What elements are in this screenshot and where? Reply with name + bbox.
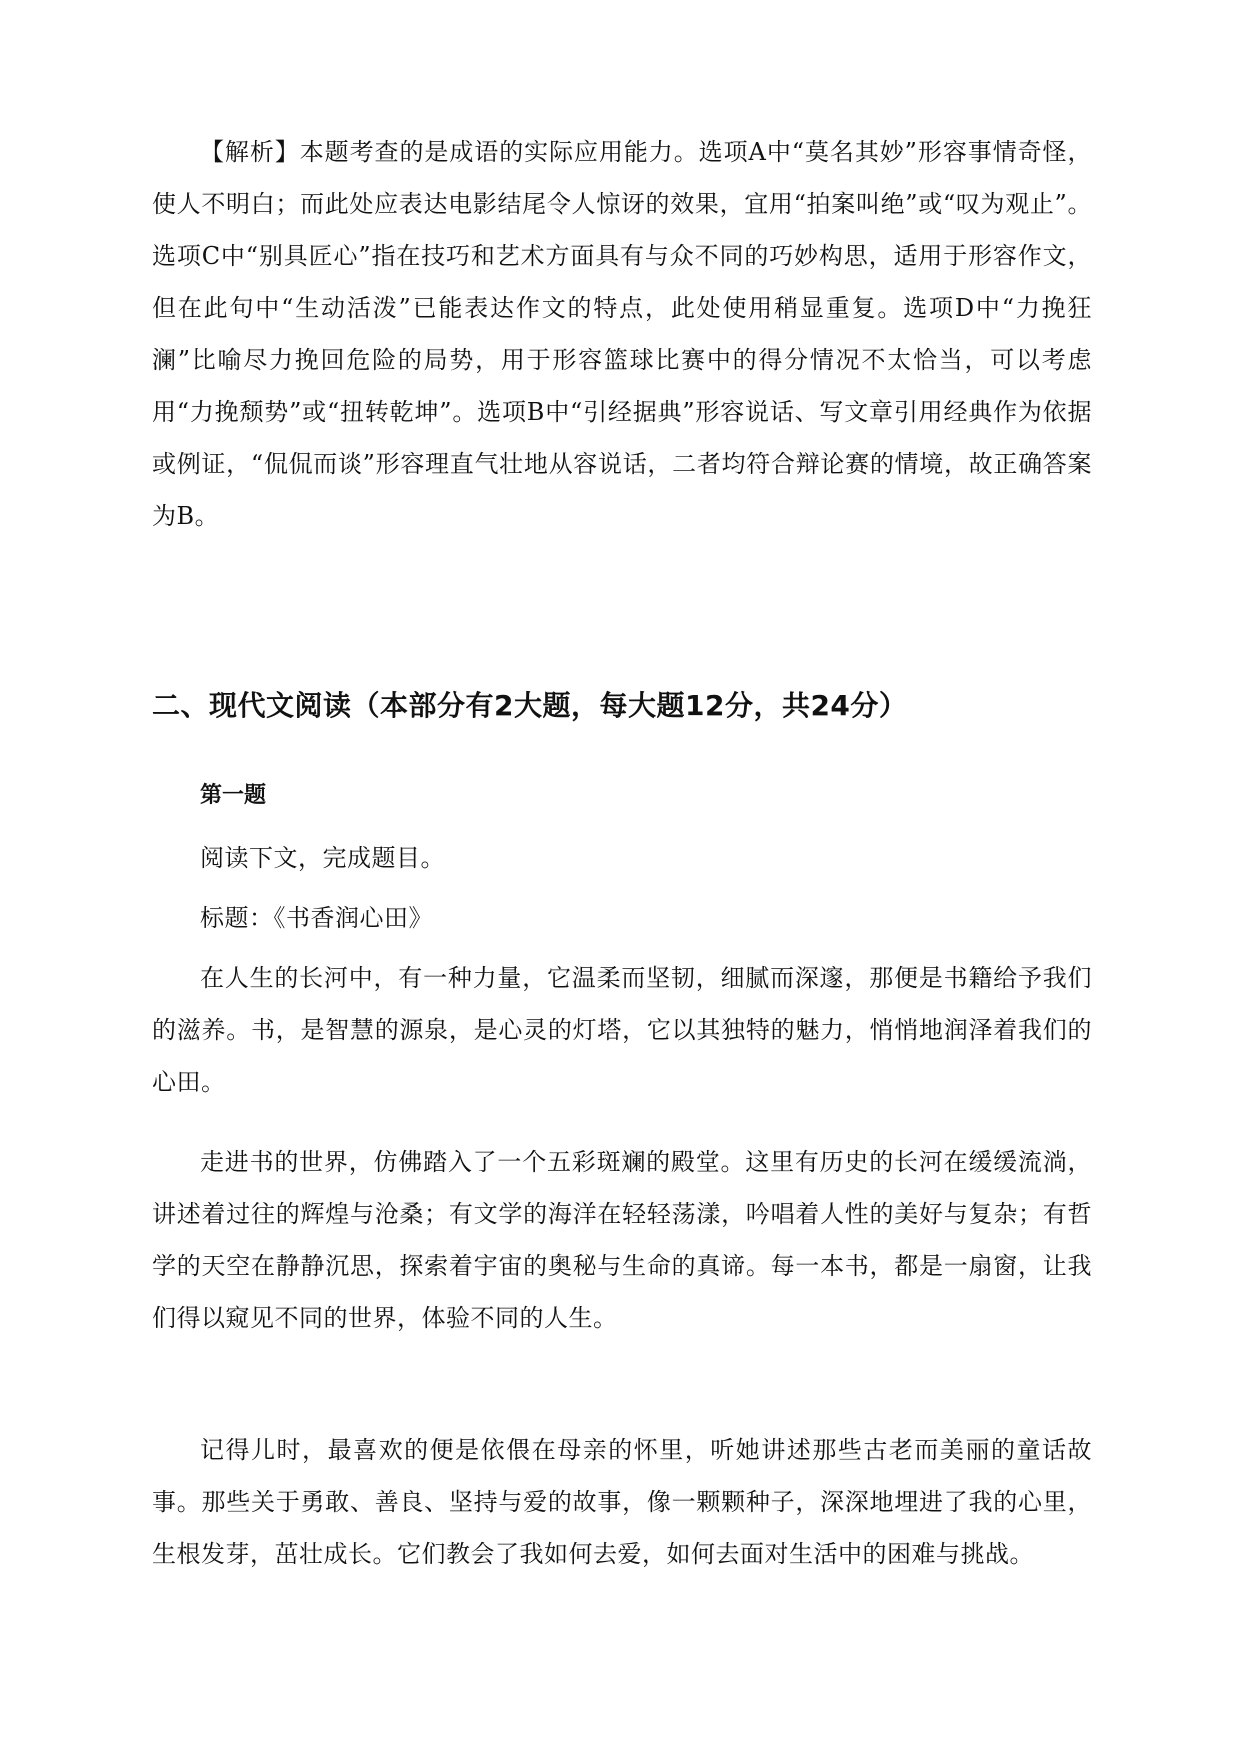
article-title-line: 标题：《书香润心田》 bbox=[200, 904, 433, 932]
article-paragraph: 走进书的世界，仿佛踏入了一个五彩斑斓的殿堂。这里有历史的长河在缓缓流淌，讲述着过往的辉煌与沧桑；有文学的海洋在轻轻荡漾，吟唱着人性的美好与复杂；有哲学的天空在静静沉思，探索着宇宙的奥秘与生命的真谛。每一本书，都是一扇窗，让我们得以窥见不同的世界，体验不同的人生。 bbox=[152, 1148, 1092, 1332]
article-paragraph: 在人生的长河中，有一种力量，它温柔而坚韧，细腻而深邃，那便是书籍给予我们的滋养。书，是智慧的源泉，是心灵的灯塔，它以其独特的魅力，悄悄地润泽着我们的心田。 bbox=[152, 964, 1092, 1096]
section-heading: 二、现代文阅读（本部分有2大题，每大题12分，共24分） bbox=[152, 689, 908, 722]
article-paragraph: 记得儿时，最喜欢的便是依偎在母亲的怀里，听她讲述那些古老而美丽的童话故事。那些关于勇敢、善良、坚持与爱的故事，像一颗颗种子，深深地埋进了我的心里，生根发芽，茁壮成长。它们教会了我如何去爱，如何去面对生活中的困难与挑战。 bbox=[152, 1436, 1092, 1568]
reading-instruction: 阅读下文，完成题目。 bbox=[200, 844, 445, 872]
question-heading: 第一题 bbox=[200, 783, 267, 808]
analysis-paragraph: 【解析】本题考查的是成语的实际应用能力。选项A中“莫名其妙”形容事情奇怪，使人不明白；而此处应表达电影结尾令人惊讶的效果，宜用“拍案叫绝”或“叹为观止”。选项C中“别具匠心”指在技巧和艺术方面具有与众不同的巧妙构思，适用于形容作文，但在此句中“生动活泼”已能表达作文的特点，此处使用稍显重复。选项D中“力挽狂澜”比喻尽力挽回危险的局势，用于形容篮球比赛中的得分情况不太恰当，可以考虑用“力挽颓势”或“扭转乾坤”。选项B中“引经据典”形容说话、写文章引用经典作为依据或例证，“侃侃而谈”形容理直气壮地从容说话，二者均符合辩论赛的情境，故正确答案为B。 bbox=[152, 138, 1092, 530]
